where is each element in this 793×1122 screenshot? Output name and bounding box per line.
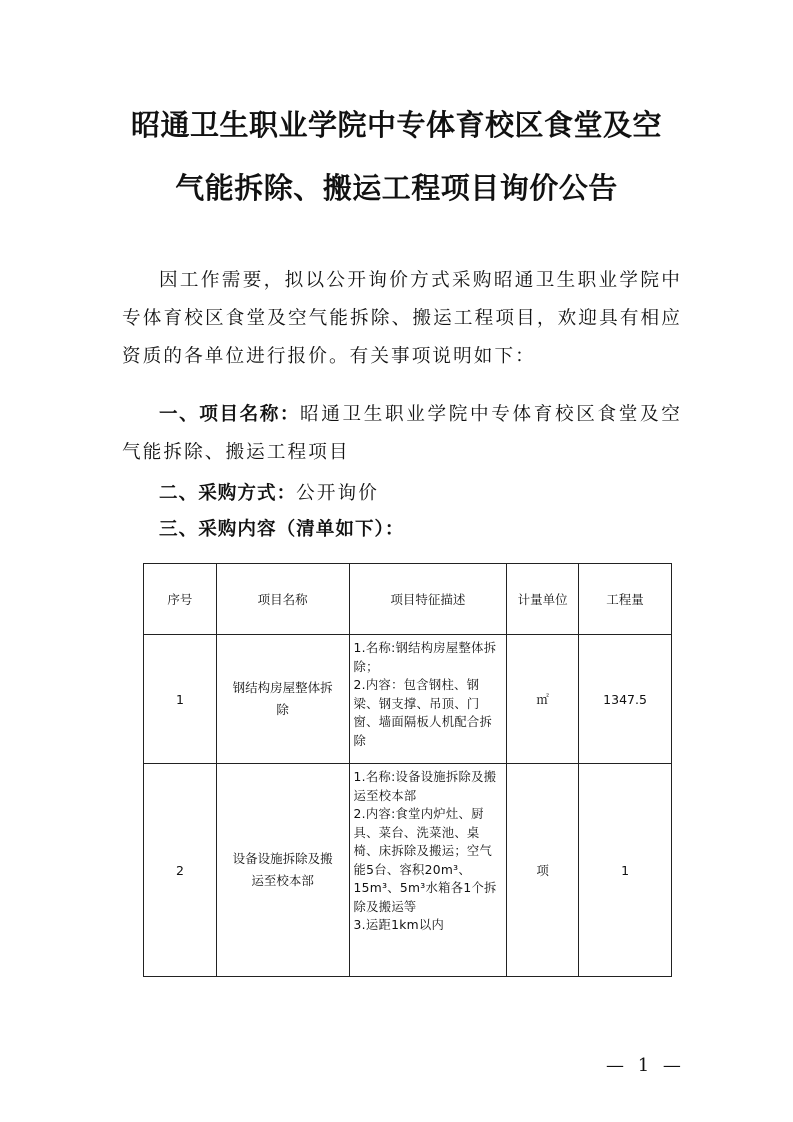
row-number: 2 — [144, 764, 217, 977]
description-line: 1.名称:设备设施拆除及搬运至校本部 — [353, 770, 497, 803]
row-item-name: 设备设施拆除及搬运至校本部 — [216, 764, 349, 977]
section-procurement-content — [159, 511, 404, 549]
section-3-heading: 三、采购内容（清单如下）： — [159, 519, 405, 540]
section-1-text: 昭通卫生职业学院中专体育校区食堂及空气能拆除、搬运工程项目 — [122, 404, 682, 463]
intro-paragraph: 因工作需要，拟以公开询价方式采购昭通卫生职业学院中专体育校区食堂及空气能拆除、搬运工程项目，欢迎具有相应资质的各单位进行报价。有关事项说明如下： — [122, 270, 682, 367]
procurement-items-table — [143, 563, 672, 977]
table-header-cell: 序号 — [144, 564, 217, 635]
row-unit: 项 — [507, 764, 579, 977]
description-line: 3.运距1km以内 — [353, 918, 445, 932]
table-row — [144, 764, 672, 977]
table-row — [144, 635, 672, 764]
row-item-name: 钢结构房屋整体拆除 — [216, 635, 349, 764]
document-title-line-1: 昭通卫生职业学院中专体育校区食堂及空 — [130, 108, 662, 142]
section-2-text: 公开询价 — [296, 483, 379, 504]
row-number: 1 — [144, 635, 217, 764]
row-description — [349, 635, 507, 764]
table-header-cell: 项目名称 — [216, 564, 349, 635]
section-2-heading: 二、采购方式： — [159, 483, 297, 504]
section-procurement-method — [159, 475, 379, 513]
row-description — [349, 764, 507, 977]
table-header-cell: 项目特征描述 — [349, 564, 507, 635]
row-unit: ㎡ — [507, 635, 579, 764]
row-quantity: 1347.5 — [579, 635, 672, 764]
table-header-row — [144, 564, 672, 635]
row-quantity: 1 — [579, 764, 672, 977]
section-project-name — [122, 396, 682, 472]
description-line: 2.内容：包含钢柱、钢梁、钢支撑、吊顶、门窗、墙面隔板人机配合拆除 — [353, 678, 493, 748]
section-1-heading: 一、项目名称： — [159, 404, 301, 425]
table-header-cell: 工程量 — [579, 564, 672, 635]
document-title-line-2: 气能拆除、搬运工程项目询价公告 — [175, 171, 618, 205]
description-line: 1.名称:钢结构房屋整体拆除； — [353, 641, 497, 674]
table-header-cell: 计量单位 — [507, 564, 579, 635]
page-number: — 1 — — [606, 1055, 685, 1076]
description-line: 2.内容:食堂内炉灶、厨具、菜台、洗菜池、桌椅、床拆除及搬运；空气能5台、容积20m³、15m³、5m³水箱各1个拆除及搬运等 — [353, 807, 497, 914]
